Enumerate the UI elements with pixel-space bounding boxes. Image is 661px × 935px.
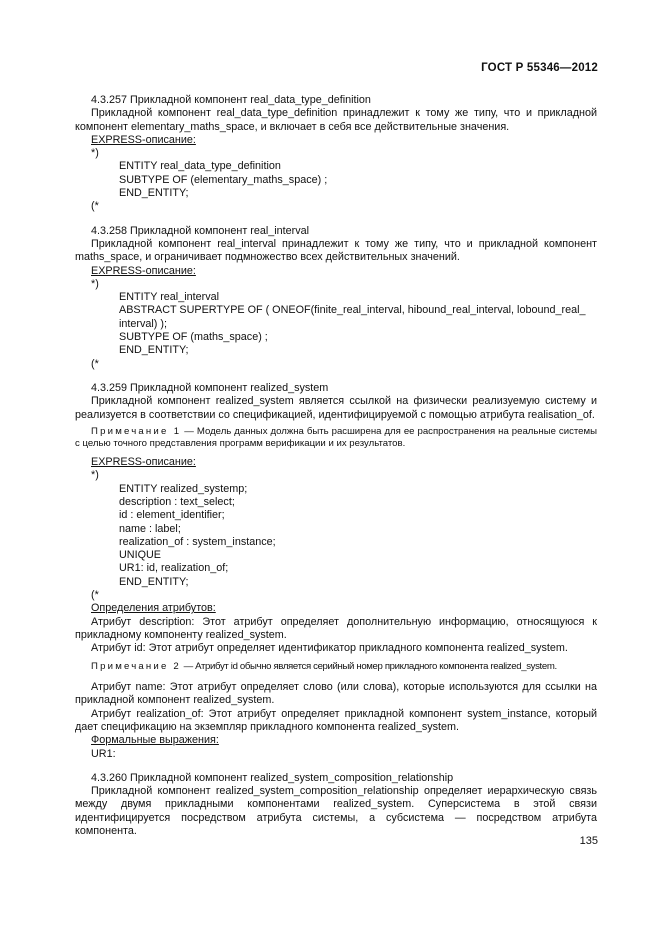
code-line: name : label; bbox=[119, 522, 181, 535]
express-close-259: (* bbox=[91, 588, 99, 601]
section-text-258: Прикладной компонент real_interval принадлежит к тому же типу, что и прикладной компонент maths_space, и ограничивает подмножество всех действительных значений. bbox=[75, 237, 597, 264]
page-number: 135 bbox=[579, 835, 598, 847]
express-open-259: *) bbox=[91, 469, 99, 482]
section-title-260: 4.3.260 Прикладной компонент realized_system_composition_relationship bbox=[91, 771, 454, 784]
attributes-label: Определения атрибутов: bbox=[91, 602, 216, 615]
code-line: SUBTYPE OF (maths_space) ; bbox=[119, 331, 268, 344]
code-line: realization_of : system_instance; bbox=[119, 535, 276, 548]
code-line: ENTITY real_data_type_definition bbox=[119, 160, 281, 173]
code-line: END_ENTITY; bbox=[119, 344, 189, 357]
code-line: END_ENTITY; bbox=[119, 575, 189, 588]
express-label-259: EXPRESS-описание: bbox=[91, 456, 196, 469]
code-line: END_ENTITY; bbox=[119, 187, 189, 200]
code-line: interval) ); bbox=[119, 317, 167, 330]
code-line: ENTITY realized_systemp; bbox=[119, 482, 248, 495]
code-line: UR1: id, realization_of; bbox=[119, 562, 229, 575]
formal-rule-ur1: UR1: bbox=[91, 747, 116, 760]
section-title-259: 4.3.259 Прикладной компонент realized_system bbox=[91, 381, 329, 394]
formal-expressions-label: Формальные выражения: bbox=[91, 734, 219, 747]
express-label-257: EXPRESS-описание: bbox=[91, 133, 196, 146]
note-label: Примечание 1 bbox=[91, 425, 182, 437]
section-text-260: Прикладной компонент realized_system_composition_relationship определяет иерархическую связь между двумя прикладными компонентами realized_system. Суперсистема в этой связи идентифицируется посредством атрибута системы, а субсистема — посредством атрибута компонента. bbox=[75, 785, 597, 838]
page-body bbox=[75, 94, 597, 838]
express-label-258: EXPRESS-описание: bbox=[91, 264, 196, 277]
section-text-257: Прикладной компонент real_data_type_definition принадлежит к тому же типу, что и прикладной компонент elementary_maths_space, и включает в себя все действительные значения. bbox=[75, 107, 597, 133]
code-line: ENTITY real_interval bbox=[119, 291, 220, 304]
section-title-258: 4.3.258 Прикладной компонент real_interval bbox=[91, 224, 310, 237]
code-line: description : text_select; bbox=[119, 495, 235, 508]
attr-id: Атрибут id: Этот атрибут определяет идентификатор прикладного компонента realized_system. bbox=[91, 642, 568, 655]
attr-name: Атрибут name: Этот атрибут определяет слово (или слова), которые используются для ссылки на прикладной компонент realized_system. bbox=[75, 681, 597, 707]
express-close-257: (* bbox=[91, 200, 99, 213]
note-text: — Модель данных должна быть расширена для ее распространения на реальные системы с целью точного представления программ верификации и их результатов. bbox=[75, 425, 597, 450]
note-1 bbox=[75, 426, 597, 451]
code-line: ABSTRACT SUPERTYPE OF ( ONEOF(finite_real_interval, hibound_real_interval, lobound_real_ bbox=[119, 304, 586, 317]
section-title-257: 4.3.257 Прикладной компонент real_data_type_definition bbox=[91, 94, 371, 106]
code-line: UNIQUE bbox=[119, 549, 161, 562]
note-text: — Атрибут id обычно является серийный номер прикладного компонента realized_system. bbox=[183, 661, 557, 673]
code-line: SUBTYPE OF (elementary_maths_space) ; bbox=[119, 173, 328, 186]
note-label: Примечание 2 bbox=[91, 661, 181, 673]
attr-realization-of: Атрибут realization_of: Этот атрибут определяет прикладной компонент system_instance, который дает спецификацию на экземпляр прикладного компонента realized_system. bbox=[75, 707, 597, 733]
code-line: id : element_identifier; bbox=[119, 509, 225, 522]
document-code: ГОСТ Р 55346—2012 bbox=[481, 62, 598, 74]
express-close-258: (* bbox=[91, 357, 99, 370]
section-text-259: Прикладной компонент realized_system является ссылкой на физически реализуемую систему и реализуется в соответствии со спецификацией, идентифицируемой с помощью атрибута realisation_of. bbox=[75, 395, 597, 421]
express-open-257: *) bbox=[91, 147, 99, 160]
note-2 bbox=[75, 661, 597, 674]
express-open-258: *) bbox=[91, 277, 99, 290]
attr-description: Атрибут description: Этот атрибут определяет дополнительную информацию, относящуюся к прикладному компоненту realized_system. bbox=[75, 615, 597, 641]
